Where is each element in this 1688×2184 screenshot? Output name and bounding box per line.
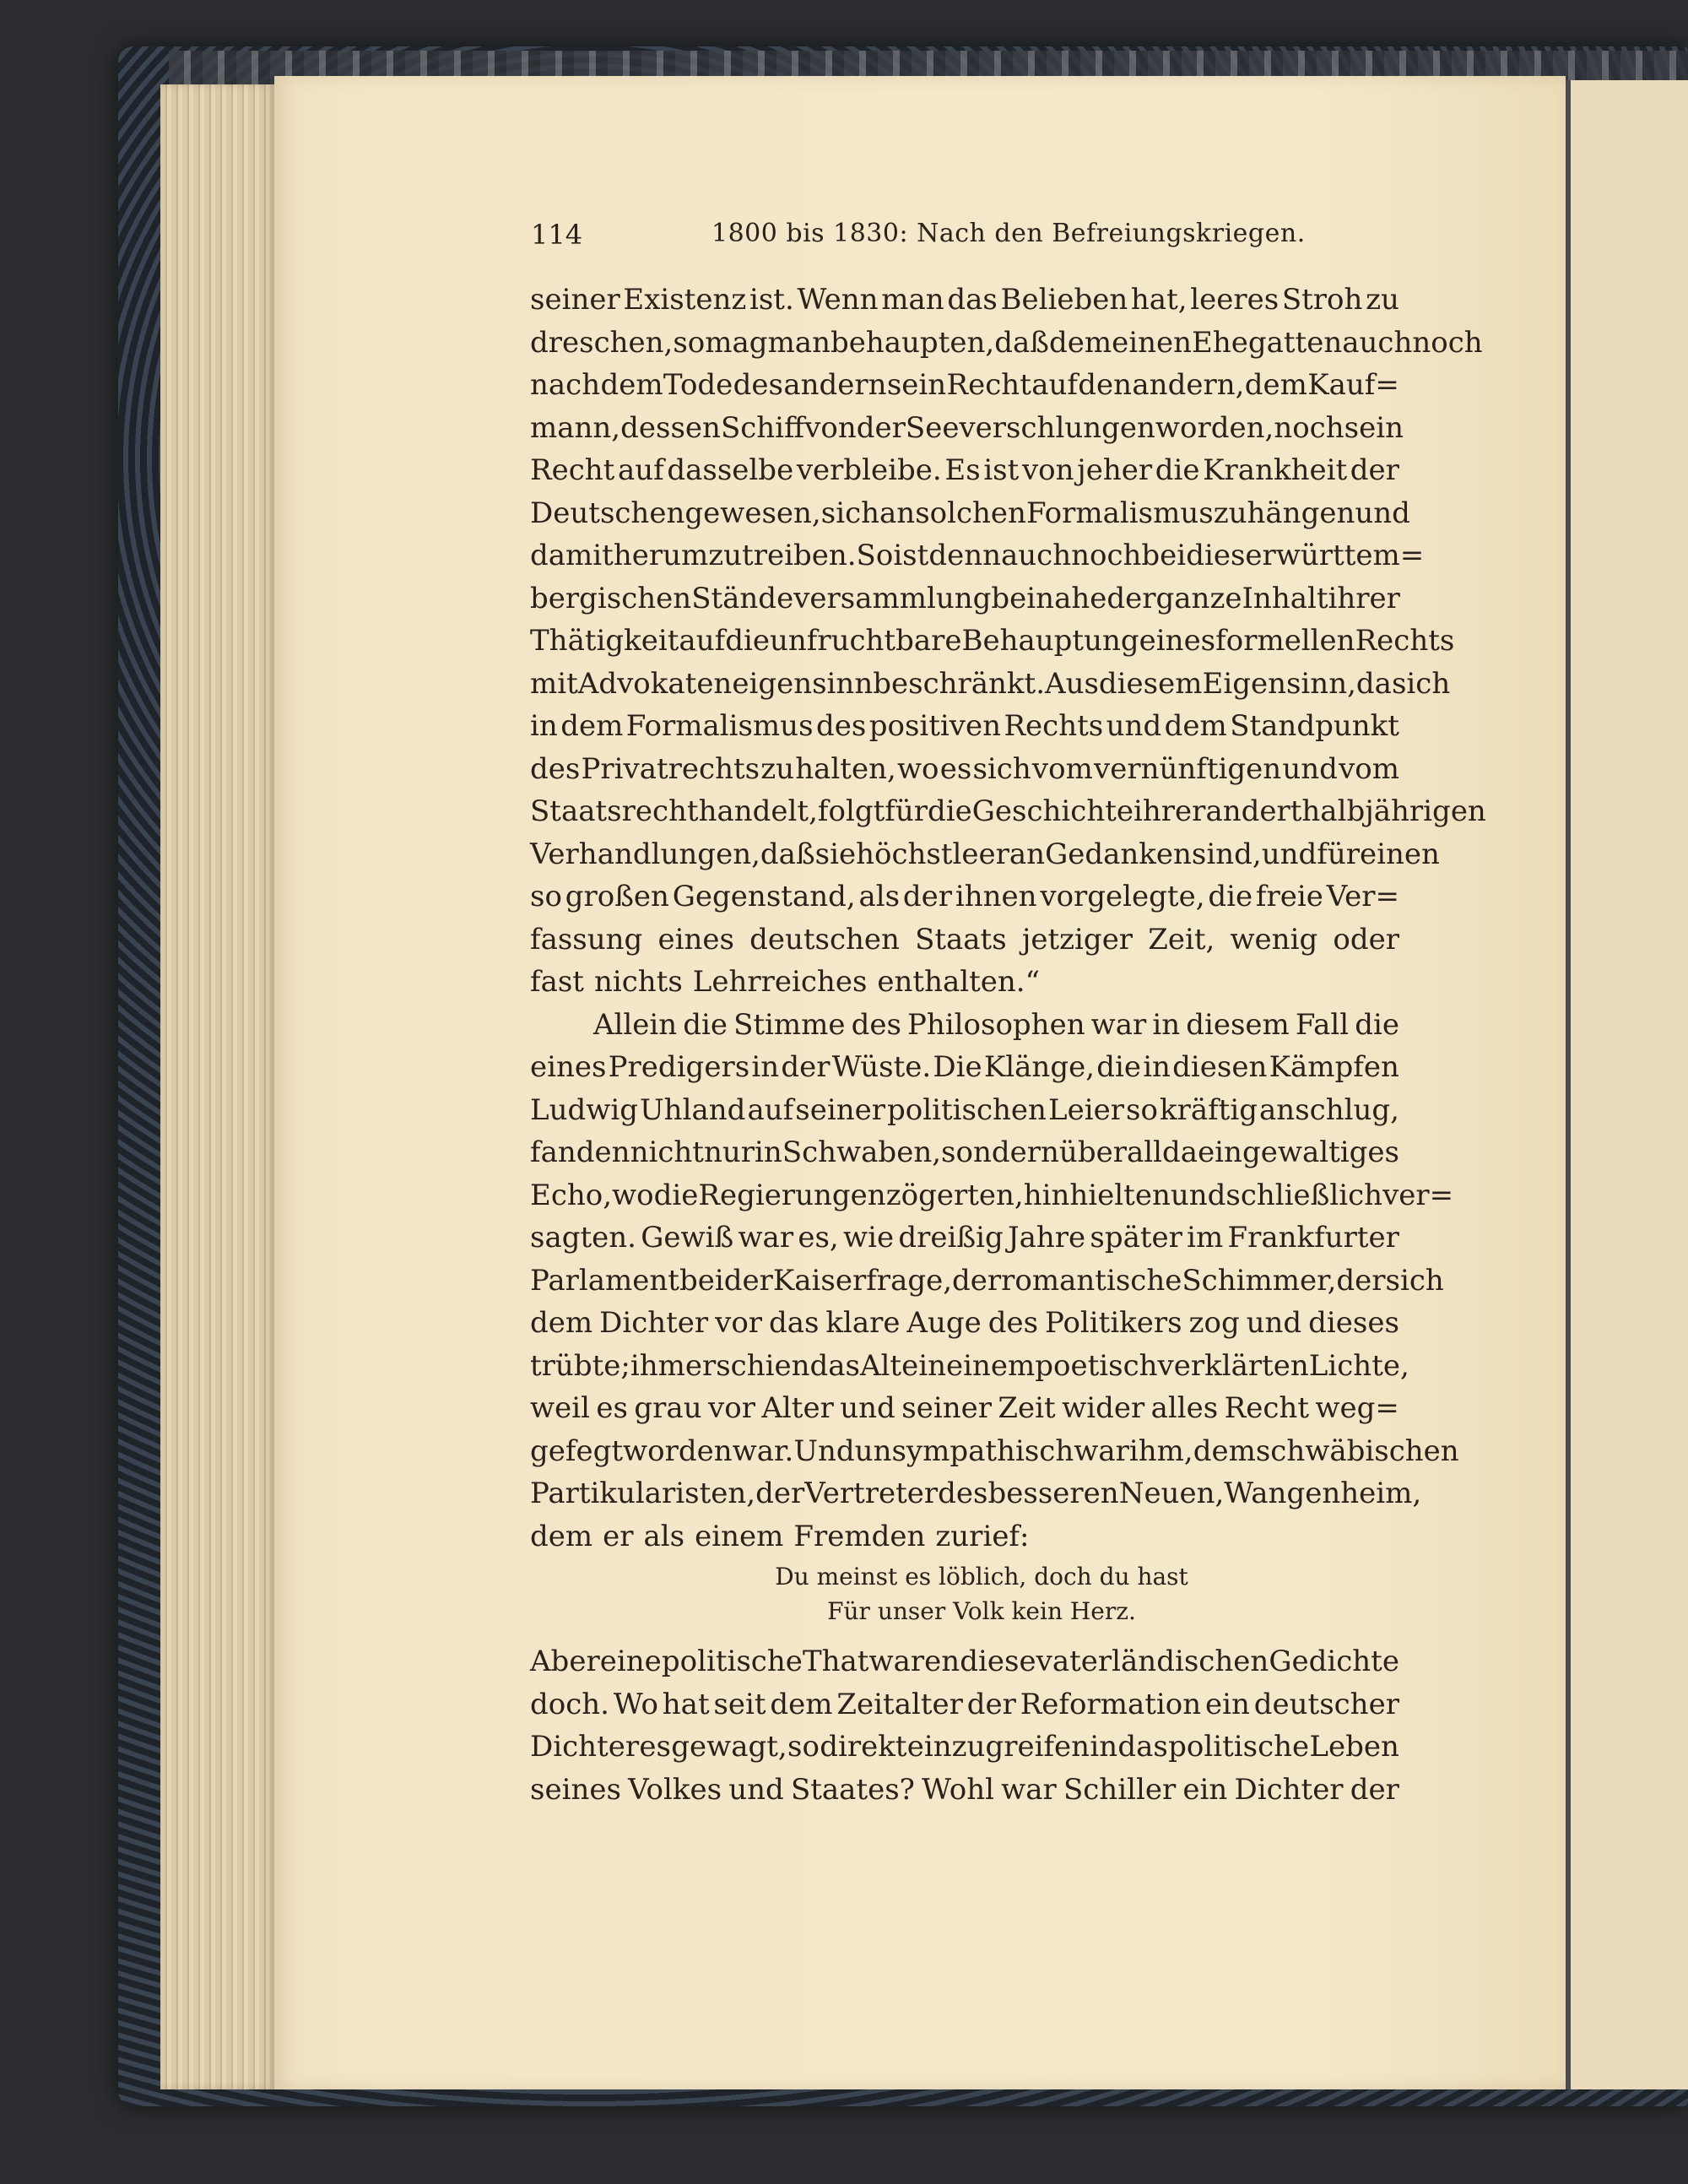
text-line: mann, dessen Schiff von der See verschlungen worden, noch sein (530, 410, 1404, 445)
verse-quote (530, 1559, 1399, 1629)
text-line: Recht auf dasselbe verbleibe. Es ist von jeher die Krankheit der (530, 453, 1399, 487)
page-edges (160, 84, 274, 2089)
text-line: weil es grau vor Alter und seiner Zeit wider alles Recht weg= (530, 1391, 1399, 1425)
text-line: trübte; ihm erschien das Alte in einem poetisch verklärten Lichte, (530, 1348, 1409, 1383)
page-header (528, 215, 1405, 257)
text-line: dem er als einem Fremden zurief: (530, 1519, 1030, 1553)
text-line: Verhandlungen, daß sie höchst leer an Gedanken sind, und für einen (530, 837, 1440, 871)
text-line: Thätigkeit auf die unfruchtbare Behauptung eines formellen Rechts (530, 624, 1455, 658)
text-line: fassung eines deutschen Staats jetziger Zeit, wenig oder (530, 922, 1399, 957)
running-head: 1800 bis 1830: Nach den Befreiungskriegen. (711, 219, 1306, 248)
text-line: Echo, wo die Regierungen zögerten, hinhielten und schließlich ver= (530, 1178, 1454, 1212)
verse-line: Für unser Volk kein Herz. (827, 1597, 1136, 1625)
text-line: in dem Formalismus des positiven Rechts und dem Standpunkt (530, 709, 1399, 743)
text-line: fanden nicht nur in Schwaben, sondern überall da ein gewaltiges (530, 1135, 1399, 1169)
page-number: 114 (531, 219, 583, 251)
text-line: dem Dichter vor das klare Auge des Politikers zog und dieses (530, 1306, 1399, 1340)
facing-page-edge (1566, 80, 1688, 2089)
text-line: so großen Gegenstand, als der ihnen vorgelegte, die freie Ver= (530, 880, 1399, 913)
text-line: Ludwig Uhland auf seiner politischen Leier so kräftig anschlug, (530, 1092, 1399, 1127)
text-line: des Privatrechts zu halten, wo es sich vom vernünftigen und vom (530, 751, 1399, 786)
text-line: nach dem Tode des andern sein Recht auf den andern, dem Kauf= (530, 368, 1399, 402)
text-line: seines Volkes und Staates? Wohl war Schiller ein Dichter der (530, 1772, 1399, 1807)
body-text (530, 279, 1486, 1811)
text-line: fast nichts Lehrreiches enthalten.“ (530, 965, 1041, 999)
text-line: seiner Existenz ist. Wenn man das Belieben hat, leeres Stroh zu (530, 283, 1399, 317)
paragraph-block-a (530, 279, 1486, 1558)
text-line: Dichter es gewagt, so direkt einzugreifen in das politische Leben (530, 1730, 1399, 1764)
text-line: Parlament bei der Kaiserfrage, der romantische Schimmer, der sich (530, 1263, 1444, 1298)
text-line: eines Predigers in der Wüste. Die Klänge, die in diesen Kämpfen (530, 1050, 1399, 1084)
text-line: Deutschen gewesen, sich an solchen Formalismus zu hängen und (530, 496, 1410, 530)
verse-line: Du meinst es löblich, doch du hast (775, 1563, 1188, 1591)
text-line: Aber eine politische That waren diese vaterländischen Gedichte (530, 1645, 1399, 1678)
text-line: sagten. Gewiß war es, wie dreißig Jahre später im Frankfurter (530, 1221, 1399, 1255)
text-line: Staatsrecht handelt, folgt für die Geschichte ihrer anderthalbjährigen (530, 794, 1486, 828)
text-line: mit Advokateneigensinn beschränkt. Aus diesem Eigensinn, da sich (530, 666, 1451, 701)
text-line: damit herumzutreiben. So ist denn auch noch bei dieser württem= (530, 539, 1425, 572)
text-line: doch. Wo hat seit dem Zeitalter der Reformation ein deutscher (530, 1687, 1399, 1721)
text-line: bergischen Ständeversammlung beinahe der ganze Inhalt ihrer (530, 581, 1400, 615)
text-line: dreschen, so mag man behaupten, daß dem einen Ehegatten auch noch (530, 325, 1483, 360)
text-line: Allein die Stimme des Philosophen war in diesem Fall die (593, 1007, 1399, 1042)
text-line: Partikularisten, der Vertreter des besseren Neuen, Wangenheim, (530, 1477, 1422, 1510)
paragraph-block-b (530, 1640, 1399, 1811)
text-line: gefegt worden war. Und unsympathisch war ihm, dem schwäbischen (530, 1433, 1459, 1468)
